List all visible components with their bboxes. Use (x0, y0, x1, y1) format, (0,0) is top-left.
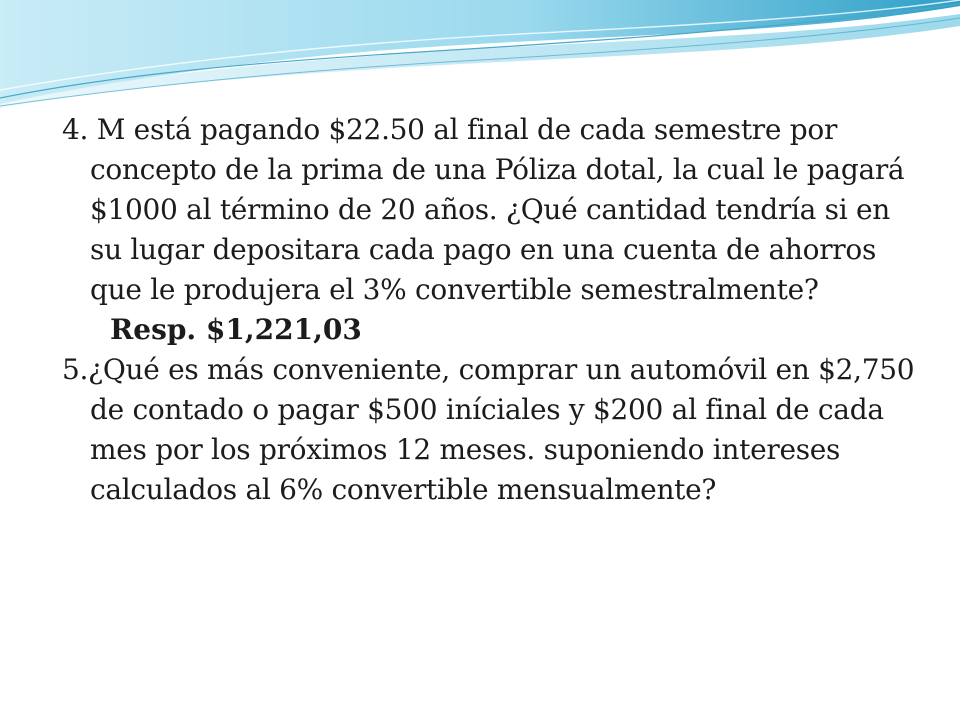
problem-4-answer (62, 310, 922, 350)
answer-text: Resp. $1,221,03 (110, 313, 362, 346)
problem-4-text: 4. M está pagando $22.50 al final de cada semestre por concepto de la prima de una Póliza dotal, la cual le pagará $1000 al término de 20 años. ¿Qué cantidad tendría si en su lugar depositara cada pago en una cuenta de ahorros que le produjera el 3% convertible semestralmente? (62, 113, 905, 306)
slide-body (62, 110, 922, 510)
problem-5-text: 5.¿Qué es más conveniente, comprar un automóvil en $2,750 de contado o pagar $500 iníciales y $200 al final de cada mes por los próximos 12 meses. suponiendo intereses calculados al 6% convertible mensualmente? (62, 353, 915, 506)
decorative-wave-header (0, 0, 960, 110)
